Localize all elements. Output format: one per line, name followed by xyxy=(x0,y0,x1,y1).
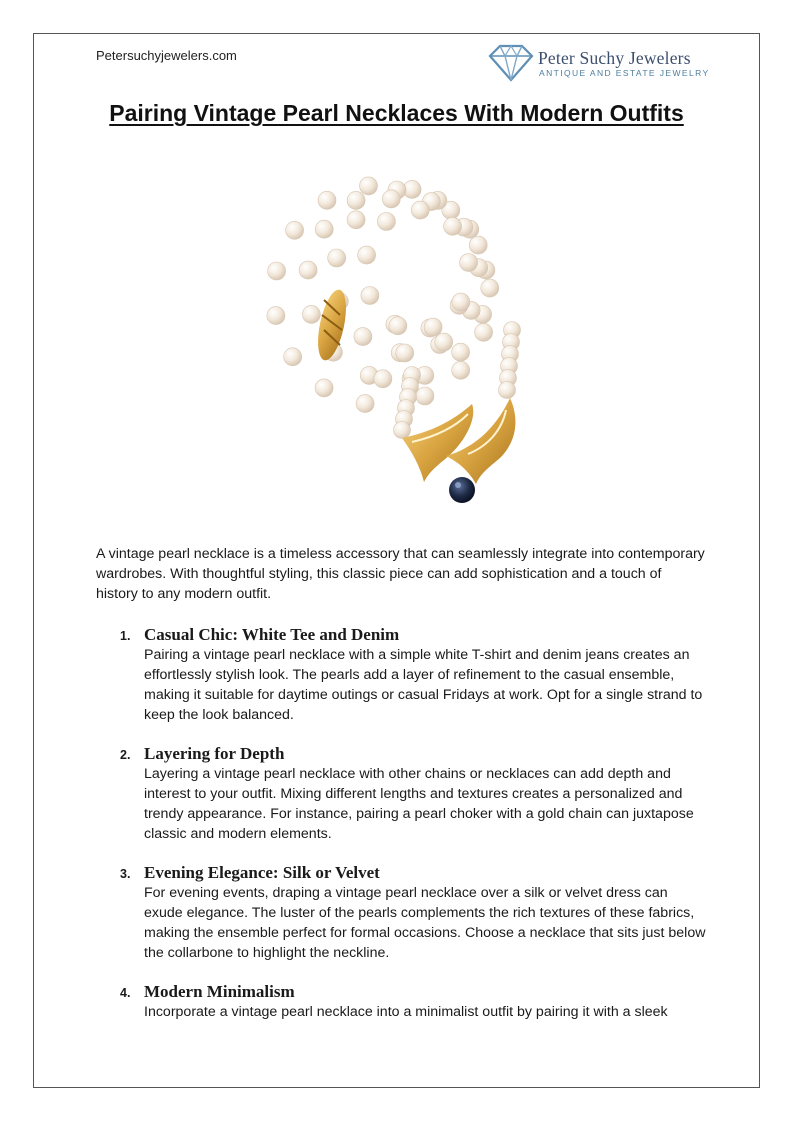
list-item xyxy=(96,862,706,963)
pearl-bead xyxy=(481,279,499,297)
pearl-bead xyxy=(469,236,487,254)
pearl-bead xyxy=(452,343,470,361)
tip-number: 3. xyxy=(120,867,131,881)
pearl-bead xyxy=(267,307,285,325)
list-item xyxy=(96,743,706,844)
tips-list xyxy=(96,624,706,1040)
intro-paragraph: A vintage pearl necklace is a timeless accessory that can seamlessly integrate into contemporary wardrobes. With thoughtful styling, this classic piece can add sophistication and a touch of history to any modern outfit. xyxy=(96,546,705,602)
tip-number: 1. xyxy=(120,629,131,643)
pearl-bead xyxy=(361,287,379,305)
pearl-bead xyxy=(284,348,302,366)
tip-body: Layering a vintage pearl necklace with other chains or necklaces can add depth and interest to your outfit. Mixing different lengths and textures creates a personalized and trendy appearance. For instance, pairing a pearl choker with a gold chain can juxtapose classic and modern elements. xyxy=(144,766,694,842)
pearl-bead xyxy=(389,317,407,335)
pearl-bead xyxy=(347,191,365,209)
pearl-bead xyxy=(360,177,378,195)
pearl-bead xyxy=(328,249,346,267)
tip-heading: Evening Elegance: Silk or Velvet xyxy=(144,863,380,882)
pearl-bead xyxy=(356,395,374,413)
pearl-bead xyxy=(435,333,453,351)
pearl-bead xyxy=(382,190,400,208)
pearl-bead xyxy=(394,422,411,439)
pearl-bead xyxy=(452,293,470,311)
brand-logo xyxy=(488,44,710,84)
gold-pendant xyxy=(402,398,515,503)
tip-number: 4. xyxy=(120,986,131,1000)
pearl-strands xyxy=(267,177,521,439)
pearl-bead xyxy=(475,323,493,341)
site-url: Petersuchyjewelers.com xyxy=(96,48,237,63)
pearl-bead xyxy=(374,370,392,388)
page-title: Pairing Vintage Pearl Necklaces With Modern Outfits xyxy=(109,100,684,126)
pearl-bead xyxy=(499,382,516,399)
pearl-bead xyxy=(318,191,336,209)
pearl-bead xyxy=(377,213,395,231)
pearl-bead xyxy=(347,211,365,229)
pearl-bead xyxy=(354,328,372,346)
pearl-bead xyxy=(424,318,442,336)
pearl-bead xyxy=(452,361,470,379)
diamond-icon xyxy=(488,44,534,82)
tip-heading: Casual Chic: White Tee and Denim xyxy=(144,625,400,644)
tip-body: For evening events, draping a vintage pearl necklace over a silk or velvet dress can exude elegance. The luster of the pearls complements the rich textures of these fabrics, making the ensemble perfect for formal occasions. Choose a necklace that sits just below the collarbone to highlight the neckline. xyxy=(144,885,706,961)
pearl-bead xyxy=(416,387,434,405)
pearl-bead xyxy=(315,220,333,238)
pearl-bead xyxy=(411,201,429,219)
logo-name: Peter Suchy Jewelers xyxy=(538,48,691,68)
pearl-bead xyxy=(286,221,304,239)
pearl-necklace-image xyxy=(262,170,542,515)
pearl-bead xyxy=(396,344,414,362)
list-item xyxy=(96,624,706,725)
tip-body: Pairing a vintage pearl necklace with a simple white T-shirt and denim jeans creates an effortlessly stylish look. The pearls add a layer of refinement to the casual ensemble, making it suitable for daytime outings or casual Fridays at work. Opt for a single strand to keep the look balanced. xyxy=(144,647,703,723)
tip-body: Incorporate a vintage pearl necklace into a minimalist outfit by pairing it with a sleek xyxy=(144,1004,668,1020)
pearl-bead xyxy=(315,379,333,397)
logo-tagline: ANTIQUE AND ESTATE JEWELRY xyxy=(539,68,710,78)
tip-heading: Modern Minimalism xyxy=(144,982,295,1001)
pearl-bead xyxy=(268,262,286,280)
pearl-bead xyxy=(302,305,320,323)
pearl-bead xyxy=(299,261,317,279)
list-item xyxy=(96,981,706,1022)
tip-heading: Layering for Depth xyxy=(144,744,285,763)
pearl-bead xyxy=(444,217,462,235)
tip-number: 2. xyxy=(120,748,131,762)
pearl-bead xyxy=(460,254,478,272)
pearl-bead xyxy=(358,246,376,264)
